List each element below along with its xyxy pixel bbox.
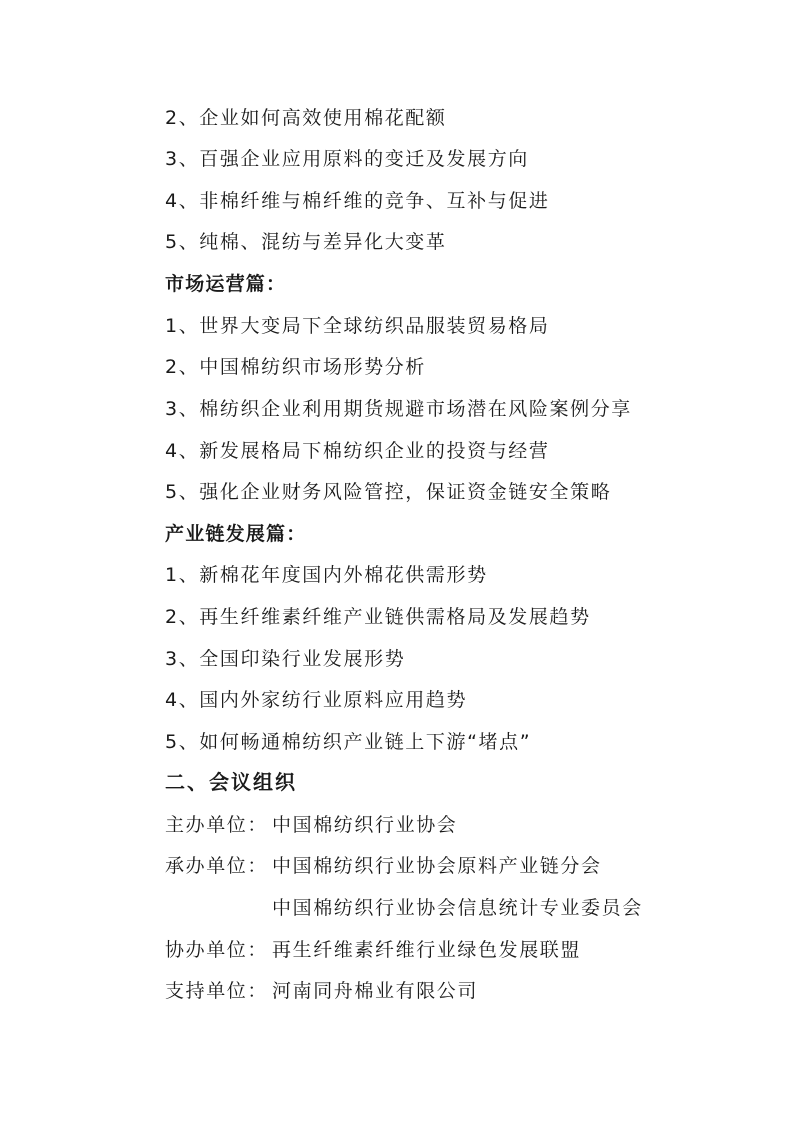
host-row — [165, 813, 457, 837]
co-organizer-label: 协办单位： — [165, 939, 269, 961]
host-value: 中国棉纺织行业协会 — [272, 814, 458, 836]
organizer-row — [165, 854, 602, 878]
organizer-value-2: 中国棉纺织行业协会信息统计专业委员会 — [272, 897, 643, 919]
co-organizer-row — [165, 938, 581, 962]
organizer-label: 承办单位： — [165, 855, 269, 877]
list-item: 3、棉纺织企业利用期货规避市场潜在风险案例分享 — [165, 398, 632, 420]
list-item: 4、国内外家纺行业原料应用趋势 — [165, 689, 468, 711]
list-item: 2、中国棉纺织市场形势分析 — [165, 356, 426, 378]
list-item: 3、百强企业应用原料的变迁及发展方向 — [165, 148, 529, 170]
list-item: 1、新棉花年度国内外棉花供需形势 — [165, 564, 488, 586]
list-item: 4、非棉纤维与棉纤维的竞争、互补与促进 — [165, 190, 550, 212]
list-item: 5、如何畅通棉纺织产业链上下游“堵点” — [165, 731, 532, 753]
supporter-value: 河南同舟棉业有限公司 — [272, 980, 479, 1002]
section-heading-chain: 产业链发展篇： — [165, 523, 307, 545]
section-heading-organization: 二、会议组织 — [165, 770, 297, 794]
list-item: 4、新发展格局下棉纺织企业的投资与经营 — [165, 440, 550, 462]
supporter-row — [165, 979, 478, 1003]
host-label: 主办单位： — [165, 814, 269, 836]
section-heading-market: 市场运营篇： — [165, 273, 287, 295]
list-item: 1、世界大变局下全球纺织品服装贸易格局 — [165, 315, 550, 337]
list-item: 2、企业如何高效使用棉花配额 — [165, 107, 447, 129]
supporter-label: 支持单位： — [165, 980, 269, 1002]
co-organizer-value: 再生纤维素纤维行业绿色发展联盟 — [272, 939, 582, 961]
organizer-value-1: 中国棉纺织行业协会原料产业链分会 — [272, 855, 602, 877]
list-item: 5、纯棉、混纺与差异化大变革 — [165, 231, 447, 253]
list-item: 5、强化企业财务风险管控，保证资金链安全策略 — [165, 481, 612, 503]
list-item: 2、再生纤维素纤维产业链供需格局及发展趋势 — [165, 606, 591, 628]
list-item: 3、全国印染行业发展形势 — [165, 648, 406, 670]
